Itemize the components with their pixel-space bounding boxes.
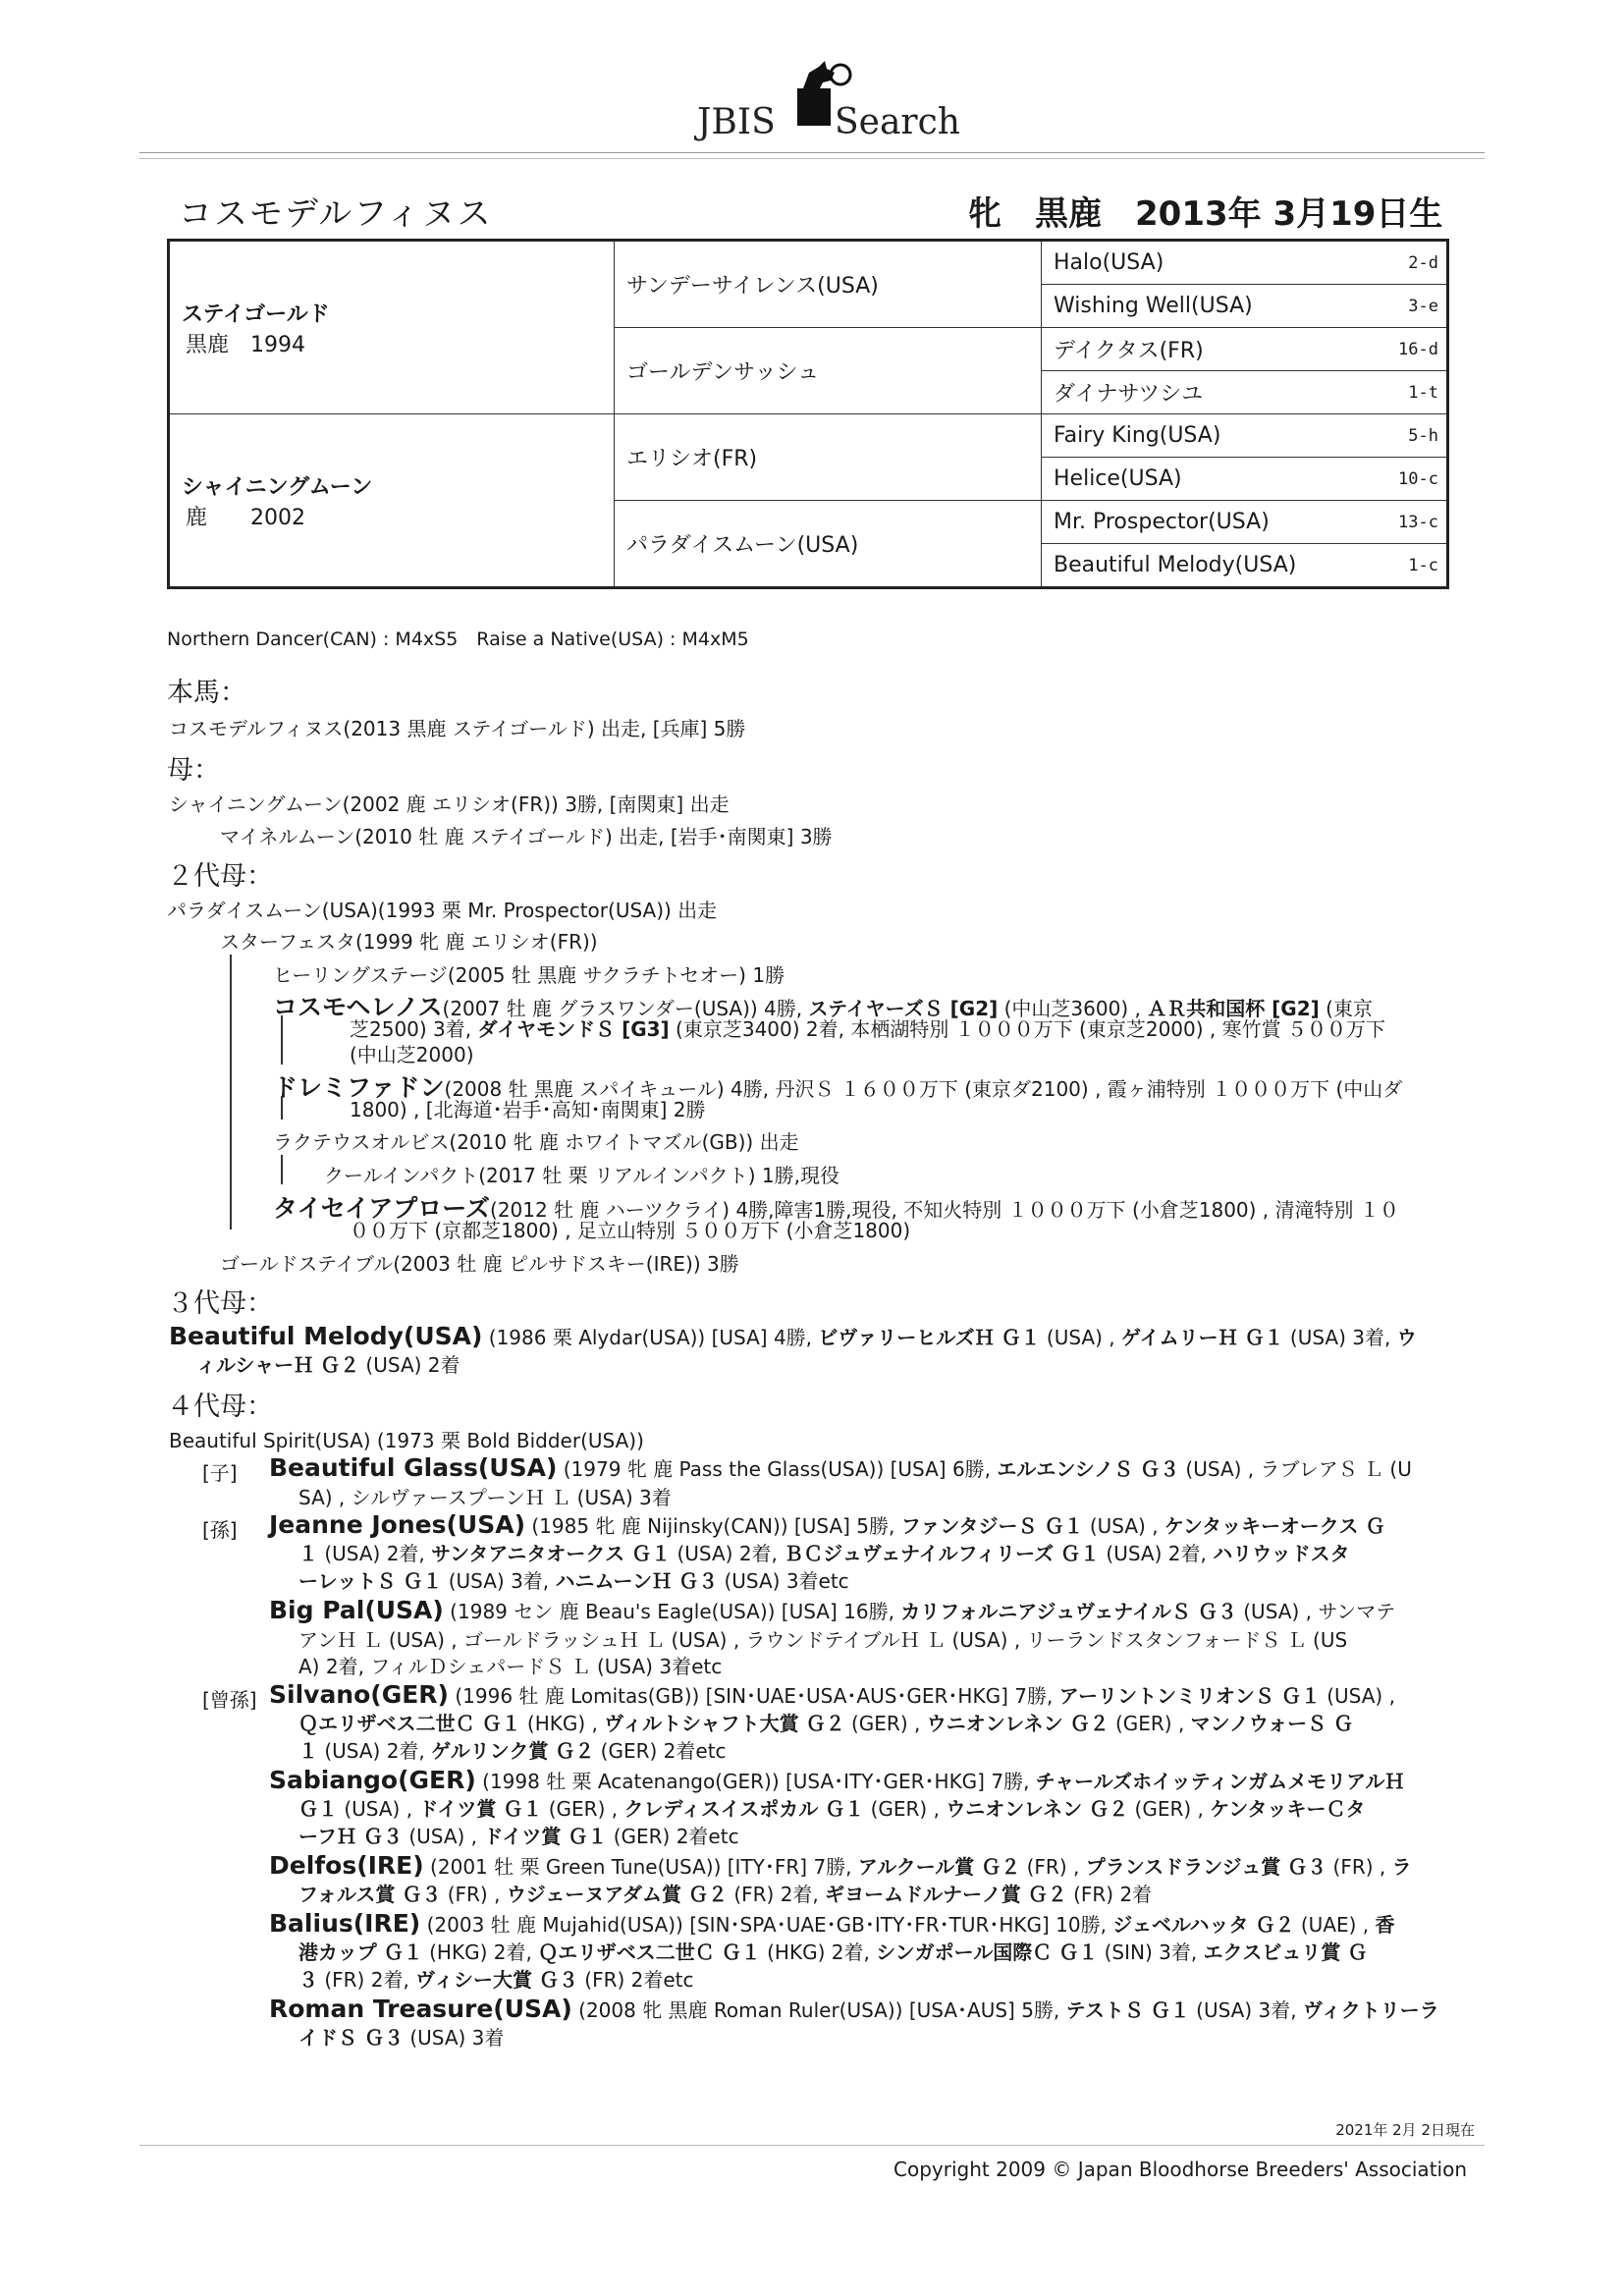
family-line (350, 1013, 1385, 1042)
race-win: １ (298, 1542, 318, 1565)
entry-detail: (FR) , (1020, 1855, 1086, 1879)
race-win: ＡＲ共和国杯 [G2] (1147, 997, 1320, 1020)
header-rule-2 (139, 158, 1485, 159)
pedigree-dam (169, 414, 615, 588)
entry-detail: ００万下 (京都芝1800) , 足立山特別 ５００万下 (小倉芝1800) (350, 1219, 911, 1242)
ancestor-name: ダイナサツシユ (1054, 382, 1204, 407)
horse-entry: Jeanne Jones(USA) (269, 1510, 525, 1539)
race-win: クレディスイスポカル Ｇ１ (623, 1797, 865, 1821)
entry-detail: (UAE) , (1294, 1913, 1376, 1937)
copyright: Copyright 2009 © Japan Bloodhorse Breeders' Association (893, 2158, 1467, 2181)
dam-sub: 鹿 2002 (186, 505, 305, 530)
entry-detail: (GER) , (1109, 1712, 1191, 1735)
pedigree-gen3 (1042, 241, 1448, 285)
race-win: ゲルリンク賞 Ｇ２ (431, 1739, 595, 1763)
family-line (269, 1680, 1395, 1709)
logo-text-right: Search (835, 102, 960, 142)
family-number: 5-h (1408, 426, 1438, 446)
entry-detail: (1998 牡 栗 Acatenango(GER)) [USA･ITY･GER･HKG] 7勝, (475, 1770, 1036, 1793)
race-win: ケンタッキーＣタ (1210, 1797, 1366, 1821)
entry-detail: (HKG) 2着, (422, 1941, 539, 1964)
family-line (298, 1937, 1367, 1965)
pedigree-gen3 (1042, 285, 1448, 328)
entry-detail: (HKG) , (520, 1712, 605, 1735)
entry-detail: (USA) , サンマテ (1236, 1600, 1396, 1623)
horse-entry: Sabiango(GER) (269, 1766, 476, 1794)
family-line (298, 1482, 672, 1510)
entry-detail: (USA) 3着 (403, 2026, 505, 2050)
race-win: Ｇ１ (298, 1797, 338, 1821)
race-win: ハリウッドスタ (1213, 1542, 1350, 1565)
family-line (196, 1349, 460, 1378)
family-number: 1-t (1408, 383, 1438, 403)
horse-info (968, 187, 1442, 235)
family-line (298, 1565, 849, 1594)
entry-detail: (2008 牡 黒鹿 スパイキュール) 4勝, 丹沢Ｓ １６００万下 (東京ダ2100) , 霞ヶ浦特別 １０００万下 (中山ダ (444, 1077, 1403, 1101)
race-win: エクスビュリ賞 Ｇ (1203, 1941, 1368, 1964)
family-line (298, 1651, 722, 1679)
family-line (298, 1708, 1353, 1736)
entry-detail: (USA) , (338, 1797, 419, 1821)
race-win: マンノウォーＳ Ｇ (1190, 1712, 1354, 1735)
horse-entry: コスモデルフィヌス (169, 717, 344, 740)
pedigree-gen3 (1042, 328, 1448, 371)
horse-entry: ドレミファドン (273, 1073, 445, 1102)
entry-detail: (FR) 2着, (318, 1968, 416, 1992)
horse-entry: パラダイスムーン(USA) (167, 899, 378, 922)
descent-line (281, 1155, 283, 1184)
entry-detail: (GER) , (542, 1797, 624, 1821)
family-line (220, 1248, 739, 1277)
horse-entry: スターフェスタ (220, 930, 355, 954)
entry-detail: (USA) 2着, (1100, 1542, 1214, 1565)
race-win: プランスドランジュ賞 Ｇ３ (1085, 1855, 1327, 1879)
entry-detail: (GER) , (864, 1797, 947, 1821)
entry-detail: (2010 牝 鹿 ホワイトマズル(GB)) 出走 (449, 1130, 799, 1154)
pedigree-gen3 (1042, 544, 1448, 588)
pedigree-gen2: パラダイスムーン(USA) (615, 501, 1042, 588)
entry-detail: (FR) 2着, (727, 1883, 826, 1906)
as-of-date: 2021年 2月 2日現在 (1335, 2121, 1475, 2139)
horse-entry: Beautiful Glass(USA) (269, 1453, 558, 1482)
jbis-logo (697, 59, 960, 147)
family-line (298, 1624, 1347, 1653)
race-win: ビヴァリーヒルズＨ Ｇ１ (818, 1326, 1041, 1349)
horse-birth: 2013年 3月19日生 (1135, 194, 1443, 234)
race-win: ファンタジーＳ Ｇ１ (900, 1514, 1084, 1538)
family-number: 10-c (1398, 469, 1438, 489)
entry-detail: (USA) 2着 (359, 1353, 460, 1377)
entry-detail: (USA) , (1040, 1326, 1121, 1349)
family-line (220, 821, 833, 849)
ancestor-name: Beautiful Melody(USA) (1054, 553, 1297, 577)
ancestor-name: Helice(USA) (1054, 466, 1182, 491)
race-win: チャールズホイッティンガムメモリアルＨ (1035, 1770, 1405, 1793)
race-win: ドイツ賞 Ｇ１ (418, 1797, 543, 1821)
dam-name: シャイニングムーン (182, 474, 373, 500)
family-line (167, 895, 717, 923)
inbreeding-note: Northern Dancer(CAN) : M4xS5 Raise a Native(USA) : M4xM5 (167, 629, 749, 650)
horse-entry: Delfos(IRE) (269, 1851, 424, 1880)
race-win: フォルス賞 Ｇ３ (298, 1883, 442, 1906)
horse-entry: ラクテウスオルビス (273, 1130, 450, 1154)
race-win: 港カップ Ｇ１ (298, 1941, 423, 1964)
family-line (273, 959, 785, 988)
race-win: Ｑエリザベス二世Ｃ Ｇ１ (298, 1712, 521, 1735)
entry-detail: (FR) , (1326, 1855, 1392, 1879)
family-line (350, 1039, 474, 1067)
entry-detail: (USA) 3着, (1189, 1998, 1303, 2022)
pedigree-gen3 (1042, 501, 1448, 544)
horse-entry: シャイニングムーン (169, 793, 343, 816)
race-win: ヴィクトリーラ (1302, 1998, 1439, 2022)
horse-entry: クールインパクト (324, 1164, 479, 1187)
family-number: 13-c (1398, 513, 1438, 532)
family-line (169, 713, 745, 741)
race-win: 香 (1375, 1913, 1395, 1937)
entry-detail: (USA) , (402, 1825, 484, 1848)
family-line (169, 1322, 1417, 1350)
entry-detail: (1985 牝 鹿 Nijinsky(CAN)) [USA] 5勝, (525, 1514, 901, 1538)
family-number: 16-d (1398, 340, 1438, 359)
family-number: 2-d (1408, 253, 1438, 273)
race-win: ジェベルハッタ Ｇ２ (1112, 1913, 1295, 1937)
entry-detail: (USA) , (1320, 1684, 1395, 1708)
pedigree-gen2: ゴールデンサッシュ (615, 328, 1042, 414)
ancestor-name: Fairy King(USA) (1054, 423, 1221, 448)
family-line (298, 1538, 1350, 1566)
entry-detail: (GER) , (1128, 1797, 1211, 1821)
entry-detail: (2010 牡 鹿 ステイゴールド) 出走, [岩手･南関東] 3勝 (354, 825, 833, 848)
entry-detail: (USA) 2着, (318, 1542, 432, 1565)
entry-detail: (USA) 3着, (442, 1569, 556, 1593)
footer-rule (139, 2145, 1485, 2146)
entry-detail: (2013 黒鹿 ステイゴールド) 出走, [兵庫] 5勝 (343, 717, 746, 740)
race-win: カリフォルニアジュヴェナイルＳ Ｇ３ (900, 1600, 1237, 1623)
entry-detail: (USA) 3着etc (718, 1569, 849, 1593)
sire-sub: 黒鹿 1994 (186, 332, 305, 357)
entry-detail: (2005 牡 黒鹿 サクラチトセオー) 1勝 (447, 963, 785, 987)
horse-entry: Balius(IRE) (269, 1909, 421, 1938)
family-line (298, 1793, 1365, 1822)
family-line (298, 1879, 1152, 1907)
entry-detail: 1800) , [北海道･岩手･高知･南関東] 2勝 (350, 1098, 706, 1121)
race-win: ーフＨ Ｇ３ (298, 1825, 403, 1848)
family-line (298, 1821, 739, 1849)
race-win: ギヨームドルナーノ賞 Ｇ２ (825, 1883, 1067, 1906)
sire-name: ステイゴールド (182, 301, 330, 327)
entry-detail: (USA) 2着, (671, 1542, 785, 1565)
race-win: ハニムーンＨ Ｇ３ (555, 1569, 719, 1593)
logo-block (797, 88, 831, 126)
entry-detail: (2003 牡 鹿 Mujahid(USA)) [SIN･SPA･UAE･GB･ITY･FR･TUR･HKG] 10勝, (420, 1913, 1113, 1937)
family-line (350, 1215, 910, 1243)
entry-detail: (1986 栗 Alydar(USA)) [USA] 4勝, (482, 1326, 819, 1349)
horse-entry: Beautiful Melody(USA) (169, 1322, 483, 1350)
family-line (269, 1510, 1385, 1539)
family-line (350, 1094, 705, 1122)
horse-sex: 牝 (968, 194, 1001, 234)
entry-detail: (2007 牡 鹿 グラスワンダー(USA)) 4勝, (442, 997, 809, 1020)
race-win: エルエンシノＳ Ｇ３ (997, 1457, 1180, 1481)
entry-detail: 芝2500) 3着, (350, 1017, 478, 1041)
entry-detail: (FR) , (441, 1883, 507, 1906)
race-win: ケンタッキーオークス Ｇ (1164, 1514, 1385, 1538)
entry-detail: (1989 セン 鹿 Beau's Eagle(USA)) [USA] 16勝, (443, 1600, 901, 1623)
horse-entry: Silvano(GER) (269, 1680, 449, 1709)
family-line (169, 789, 730, 817)
horse-entry: ゴールドステイブル (220, 1252, 394, 1276)
entry-detail: A) 2着, フィルＤシェパードＳ Ｌ (USA) 3着etc (298, 1655, 723, 1678)
ancestor-name: デイクタス(FR) (1054, 339, 1204, 363)
pedigree-gen3 (1042, 371, 1448, 414)
race-win: イドＳ Ｇ３ (298, 2026, 404, 2050)
family-line (169, 1425, 644, 1453)
section-gen3: ３代母： (167, 1288, 273, 1319)
entry-detail: (1973 栗 Bold Bidder(USA)) (370, 1429, 644, 1452)
family-line (269, 1909, 1395, 1938)
horse-color: 黒鹿 (1035, 194, 1102, 234)
race-win: ィルシャーＨ Ｇ２ (196, 1353, 360, 1377)
horse-entry: コスモヘレノス (273, 993, 443, 1021)
race-win: ダイヤモンドＳ [G3] (477, 1017, 670, 1041)
entry-detail: (1996 牡 鹿 Lomitas(GB)) [SIN･UAE･USA･AUS･GER･HKG] 7勝, (448, 1684, 1059, 1708)
entry-detail: (SIN) 3着, (1098, 1941, 1204, 1964)
relation-tag: [曾孫] (202, 1688, 257, 1712)
descent-line (281, 1096, 283, 1120)
race-win: ウ (1396, 1326, 1417, 1349)
descent-line (281, 1015, 283, 1065)
ancestor-name: Wishing Well(USA) (1054, 294, 1253, 318)
race-win: ヴィシー大賞 Ｇ３ (415, 1968, 578, 1992)
entry-detail: (2001 牡 栗 Green Tune(USA)) [ITY･FR] 7勝, (423, 1855, 858, 1879)
family-number: 1-c (1408, 556, 1438, 575)
race-win: サンタアニタオークス Ｇ１ (431, 1542, 672, 1565)
entry-detail: (2012 牡 鹿 ハーツクライ) 4勝,障害1勝,現役, 不知火特別 １０００万下 (小倉芝1800) , 清滝特別 １０ (490, 1198, 1399, 1222)
horse-name: コスモデルフィヌス (179, 194, 493, 234)
race-win: ステイヤーズＳ [G2] (808, 997, 999, 1020)
entry-detail: (GER) , (844, 1712, 927, 1735)
family-line (269, 1596, 1395, 1624)
horse-entry: マイネルムーン (220, 825, 355, 848)
race-win: アーリントンミリオンＳ Ｇ１ (1058, 1684, 1321, 1708)
family-line (298, 2022, 504, 2050)
race-win: ３ (298, 1968, 318, 1992)
entry-detail: (2008 牝 黒鹿 Roman Ruler(USA)) [USA･AUS] 5勝, (571, 1998, 1066, 2022)
entry-detail: アンＨ Ｌ (USA) , ゴールドラッシュＨ Ｌ (USA) , ラウンドテイブルＨ Ｌ (USA) , リーランドスタンフォードＳ Ｌ (US (298, 1628, 1348, 1652)
horse-entry: Beautiful Spirit(USA) (169, 1429, 371, 1452)
entry-detail: (FR) 2着 (1066, 1883, 1153, 1906)
pedigree-gen2: エリシオ(FR) (615, 414, 1042, 501)
descent-line (230, 955, 232, 1230)
family-line (298, 1735, 727, 1764)
family-number: 3-e (1408, 297, 1438, 316)
entry-detail: (USA) , (1083, 1514, 1164, 1538)
race-win: ＢＣジュヴェナイルフィリーズ Ｇ１ (784, 1542, 1101, 1565)
family-line (298, 1964, 694, 1993)
race-win: Ｑエリザベス二世Ｃ Ｇ１ (538, 1941, 761, 1964)
family-line (269, 1851, 1412, 1880)
race-win: ゲイムリーＨ Ｇ１ (1120, 1326, 1284, 1349)
family-line (269, 1453, 1412, 1482)
logo-text-left: JBIS (697, 102, 776, 142)
relation-tag: [子] (202, 1461, 238, 1485)
entry-detail: (2002 鹿 エリシオ(FR)) 3勝, [南関東] 出走 (342, 793, 730, 816)
entry-detail: (2017 牡 栗 リアルインパクト) 1勝,現役 (478, 1164, 840, 1187)
entry-detail: (中山芝2000) (350, 1043, 474, 1066)
section-self: 本馬： (167, 678, 246, 708)
race-win: ウジェーヌアダム賞 Ｇ２ (506, 1883, 728, 1906)
family-line (324, 1160, 839, 1188)
entry-detail: (東京芝3400) 2着, 本栖湖特別 １０００万下 (東京芝2000) , 寒竹賞 ５００万下 (669, 1017, 1385, 1041)
entry-detail: (FR) 2着etc (577, 1968, 694, 1992)
section-dam: 母： (167, 755, 220, 786)
relation-tag: [孫] (202, 1518, 238, 1542)
entry-detail: (GER) 2着etc (594, 1739, 727, 1763)
race-win: ラ (1391, 1855, 1412, 1879)
race-win: アルクール賞 Ｇ２ (857, 1855, 1021, 1879)
pedigree-gen3 (1042, 414, 1448, 458)
family-line (273, 1126, 799, 1155)
race-win: シンガポール国際Ｃ Ｇ１ (876, 1941, 1099, 1964)
horse-entry: タイセイアプローズ (273, 1194, 491, 1223)
entry-detail: (USA) , ラブレアＳ Ｌ (U (1179, 1457, 1412, 1481)
race-win: テストＳ Ｇ１ (1065, 1998, 1190, 2022)
race-win: １ (298, 1739, 318, 1763)
pedigree-table (167, 239, 1449, 589)
family-line (220, 926, 598, 955)
entry-detail: SA) , シルヴァースプーンＨ Ｌ (USA) 3着 (298, 1486, 672, 1509)
race-win: ドイツ賞 Ｇ１ (483, 1825, 608, 1848)
race-win: ウニオンレネン Ｇ２ (926, 1712, 1110, 1735)
horse-entry: Big Pal(USA) (269, 1596, 444, 1624)
family-line (269, 1995, 1439, 2023)
entry-detail: (HKG) 2着, (760, 1941, 877, 1964)
race-win: ヴィルトシャフト大賞 Ｇ２ (604, 1712, 845, 1735)
horse-entry: Roman Treasure(USA) (269, 1995, 572, 2023)
family-line (269, 1766, 1404, 1794)
section-gen4: ４代母： (167, 1392, 273, 1422)
horse-entry: ヒーリングステージ (273, 963, 448, 987)
entry-detail: (1993 栗 Mr. Prospector(USA)) 出走 (377, 899, 718, 922)
entry-detail: (東京 (1319, 997, 1373, 1020)
ancestor-name: Mr. Prospector(USA) (1054, 510, 1270, 534)
entry-detail: (GER) 2着etc (607, 1825, 739, 1848)
pedigree-sire (169, 241, 615, 414)
ancestor-name: Halo(USA) (1054, 250, 1164, 275)
race-win: ウニオンレネン Ｇ２ (946, 1797, 1129, 1821)
entry-detail: (USA) 3着, (1283, 1326, 1397, 1349)
entry-detail: (2003 牡 鹿 ピルサドスキー(IRE)) 3勝 (393, 1252, 739, 1276)
section-gen2: ２代母： (167, 861, 273, 892)
entry-detail: (1999 牝 鹿 エリシオ(FR)) (355, 930, 598, 954)
entry-detail: (USA) 2着, (318, 1739, 432, 1763)
race-win: ーレットＳ Ｇ１ (298, 1569, 443, 1593)
pedigree-gen3 (1042, 458, 1448, 501)
entry-detail: (中山芝3600) , (998, 997, 1148, 1020)
pedigree-gen2: サンデーサイレンス(USA) (615, 241, 1042, 328)
entry-detail: (1979 牝 鹿 Pass the Glass(USA)) [USA] 6勝, (557, 1457, 998, 1481)
header-rule (139, 152, 1485, 153)
